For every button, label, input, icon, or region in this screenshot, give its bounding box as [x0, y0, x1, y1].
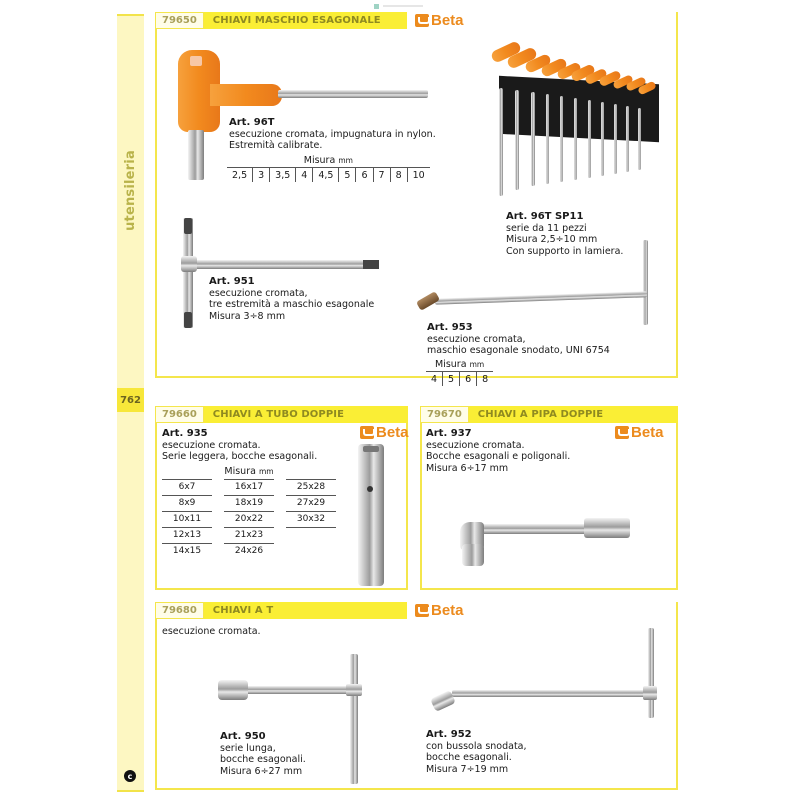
t-wrench-952-image [428, 628, 663, 718]
section-title: CHIAVI A T [212, 605, 274, 616]
hex-key-set-96tsp11-image [485, 38, 660, 198]
beta-mark-icon [615, 426, 629, 439]
t-hex-key-953-image [415, 240, 660, 325]
section-code: 79650 [155, 12, 204, 29]
size-cell: 7 [373, 168, 390, 182]
beta-logo: Beta [360, 424, 409, 441]
beta-mark-icon [415, 604, 429, 617]
article-952: Art. 952 con bussola snodata, bocche esagonali. Misura 7÷19 mm [426, 729, 527, 775]
article-937: Art. 937 esecuzione cromata. Bocche esagonali e poligonali. Misura 6÷17 mm [426, 428, 571, 474]
size-cell: 10 [407, 168, 430, 182]
corner-badge-icon: c [124, 770, 136, 782]
side-category-label: utensileria [123, 149, 139, 231]
top-watermark [374, 3, 444, 9]
size-cell: 3 [252, 168, 269, 182]
article-935: Art. 935 esecuzione cromata. Serie leggera, bocche esagonali. [162, 428, 318, 462]
section-intro: esecuzione cromata. [162, 626, 261, 637]
size-cell: 4,5 [312, 168, 338, 182]
section-code: 79670 [420, 406, 469, 423]
beta-mark-icon [415, 14, 429, 27]
section-title: CHIAVI MASCHIO ESAGONALE [212, 15, 381, 26]
section-header-79670 [420, 406, 678, 423]
size-cell: 8 [476, 372, 493, 386]
size-cell: 6 [355, 168, 372, 182]
size-cell: 2,5 [232, 170, 248, 181]
article-96t-sp11: Art. 96T SP11 serie da 11 pezzi Misura 2,5÷10 mm Con supporto in lamiera. [506, 211, 624, 257]
beta-logo: Beta [415, 602, 464, 619]
size-cell: 4 [295, 168, 312, 182]
size-grid-935: Misura mm 6x7 16x17 25x28 8x9 18x19 27x29 10x11 20x22 30x32 12x13 21x23 14x15 24x26 [162, 466, 336, 559]
size-cell: 4 [431, 374, 438, 385]
section-title: CHIAVI A TUBO DOPPIE [212, 409, 345, 420]
size-cell: 3,5 [269, 168, 295, 182]
size-cell: 8 [390, 168, 407, 182]
beta-logo: Beta [615, 424, 664, 441]
size-table-953: Misura mm 4 5 6 8 [426, 359, 493, 386]
size-cell: 5 [338, 168, 355, 182]
section-title: CHIAVI A PIPA DOPPIE [477, 409, 604, 420]
size-table-96t: Misura mm 2,5 3 3,5 4 4,5 5 6 7 8 10 [227, 155, 430, 182]
beta-logo: Beta [415, 12, 464, 29]
section-header-79650 [155, 12, 407, 29]
size-cell: 6 [459, 372, 476, 386]
section-code: 79680 [155, 602, 204, 619]
beta-mark-icon [360, 426, 374, 439]
article-951: Art. 951 esecuzione cromata, tre estremità a maschio esagonale Misura 3÷8 mm [209, 276, 375, 322]
tube-wrench-935-image [358, 444, 384, 586]
size-cell: 5 [442, 372, 459, 386]
section-code: 79660 [155, 406, 204, 423]
article-950: Art. 950 serie lunga, bocche esagonali. Misura 6÷27 mm [220, 731, 306, 777]
article-953: Art. 953 esecuzione cromata, maschio esagonale snodato, UNI 6754 [427, 322, 610, 356]
section-header-79660 [155, 406, 408, 423]
section-header-79680 [155, 602, 407, 619]
page-number: 762 [117, 388, 144, 412]
pipe-wrench-937-image [456, 518, 636, 573]
article-96t: Art. 96T esecuzione cromata, impugnatura in nylon. Estremità calibrate. [229, 117, 436, 151]
